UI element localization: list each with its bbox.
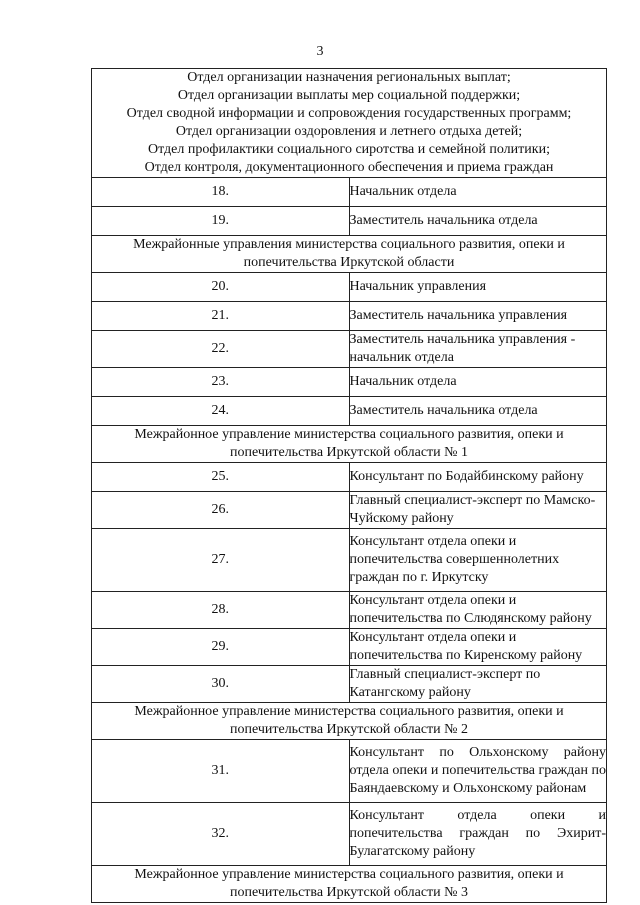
- position-title: Заместитель начальника отдела: [349, 207, 607, 236]
- table-row: [92, 666, 607, 703]
- table-row: [92, 492, 607, 529]
- position-title: Главный специалист-эксперт по Мамско-Чуйскому району: [349, 492, 607, 529]
- table-row: [92, 629, 607, 666]
- table-row: [92, 803, 607, 866]
- table-row: [92, 397, 607, 426]
- header-line: Отдел организации назначения региональных выплат;: [187, 70, 511, 85]
- position-title: Консультант отдела опеки и попечительства по Киренскому району: [349, 629, 607, 666]
- section-header-row: [92, 703, 607, 740]
- header-line: Отдел профилактики социального сиротства и семейной политики;: [148, 142, 550, 157]
- row-number: 26.: [92, 492, 350, 529]
- section-header-row: [92, 866, 607, 903]
- table-row: [92, 331, 607, 368]
- position-title: Начальник отдела: [349, 178, 607, 207]
- position-title: Начальник управления: [349, 273, 607, 302]
- header-line: попечительства Иркутской области № 3: [229, 885, 468, 900]
- section-header: [92, 866, 607, 903]
- position-title: Консультант отдела опеки и попечительства совершеннолетних граждан по г. Иркутску: [349, 529, 607, 592]
- position-title: Начальник отдела: [349, 368, 607, 397]
- row-number: 22.: [92, 331, 350, 368]
- section-header: [92, 69, 607, 178]
- row-number: 25.: [92, 463, 350, 492]
- header-line: Отдел организации оздоровления и летнего отдыха детей;: [175, 124, 523, 139]
- row-number: 29.: [92, 629, 350, 666]
- table-row: [92, 273, 607, 302]
- section-header-row: [92, 236, 607, 273]
- header-line: Отдел контроля, документационного обеспечения и приема граждан: [144, 160, 554, 175]
- table-row: [92, 740, 607, 803]
- table-row: [92, 178, 607, 207]
- header-line: Межрайонное управление министерства социального развития, опеки и: [134, 427, 564, 442]
- position-title: Заместитель начальника отдела: [349, 397, 607, 426]
- section-header-row: [92, 426, 607, 463]
- header-line: Межрайонные управления министерства социального развития, опеки и: [133, 237, 565, 252]
- page-number: 3: [316, 44, 324, 59]
- table-row: [92, 592, 607, 629]
- position-title: Заместитель начальника управления: [349, 302, 607, 331]
- row-number: 27.: [92, 529, 350, 592]
- row-number: 19.: [92, 207, 350, 236]
- positions-table: [91, 68, 607, 903]
- position-title: Консультант отдела опеки и попечительства по Слюдянскому району: [349, 592, 607, 629]
- header-line: попечительства Иркутской области № 1: [229, 445, 468, 460]
- section-header: [92, 426, 607, 463]
- header-line: Межрайонное управление министерства социального развития, опеки и: [134, 867, 564, 882]
- section-header-row: [92, 69, 607, 178]
- position-title: Консультант отдела опеки и попечительства граждан по Эхирит-Булагатскому району: [349, 803, 607, 866]
- header-line: Отдел организации выплаты мер социальной поддержки;: [177, 88, 521, 103]
- row-number: 32.: [92, 803, 350, 866]
- table-row: [92, 207, 607, 236]
- row-number: 20.: [92, 273, 350, 302]
- header-line: попечительства Иркутской области: [243, 255, 455, 270]
- table-row: [92, 463, 607, 492]
- section-header: [92, 236, 607, 273]
- row-number: 31.: [92, 740, 350, 803]
- position-title: Консультант по Ольхонскому району отдела опеки и попечительства граждан по Баяндаевскому и Ольхонскому районам: [349, 740, 607, 803]
- header-line: попечительства Иркутской области № 2: [229, 722, 468, 737]
- header-line: Межрайонное управление министерства социального развития, опеки и: [134, 704, 564, 719]
- row-number: 30.: [92, 666, 350, 703]
- position-title: Главный специалист-эксперт по Катангскому району: [349, 666, 607, 703]
- section-header: [92, 703, 607, 740]
- row-number: 23.: [92, 368, 350, 397]
- position-title: Консультант по Бодайбинскому району: [349, 463, 607, 492]
- row-number: 18.: [92, 178, 350, 207]
- row-number: 28.: [92, 592, 350, 629]
- position-title: Заместитель начальника управления - начальник отдела: [349, 331, 607, 368]
- table-row: [92, 302, 607, 331]
- row-number: 24.: [92, 397, 350, 426]
- header-line: Отдел сводной информации и сопровождения государственных программ;: [126, 106, 572, 121]
- table-row: [92, 529, 607, 592]
- row-number: 21.: [92, 302, 350, 331]
- table-row: [92, 368, 607, 397]
